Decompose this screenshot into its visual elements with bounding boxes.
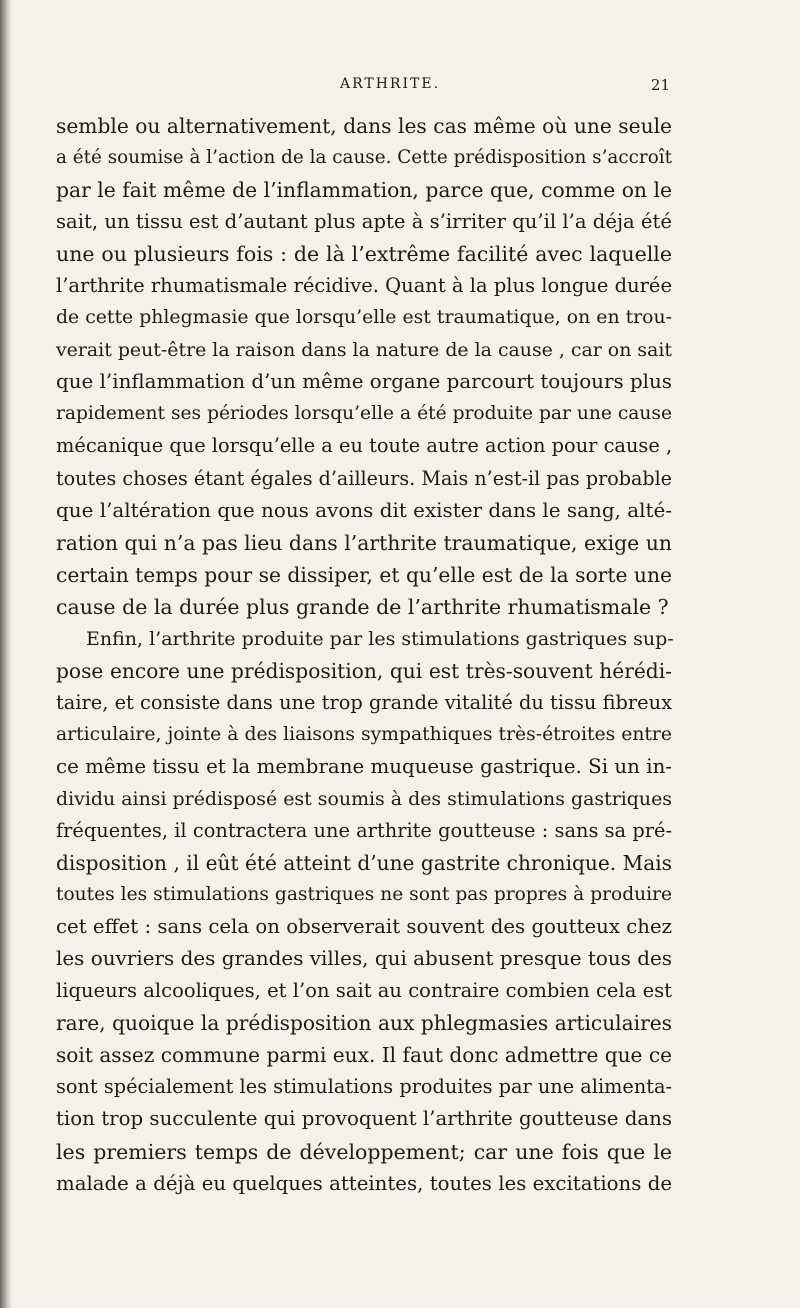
page-binding-shadow bbox=[0, 0, 12, 1308]
text-line: rare, quoique la prédisposition aux phlegmasies articulaires bbox=[56, 1011, 672, 1036]
text-line: de cette phlegmasie que lorsqu’elle est traumatique, on en trou- bbox=[56, 307, 672, 329]
text-line: sont spécialement les stimulations produites par une alimenta- bbox=[56, 1075, 672, 1099]
text-line: toutes les stimulations gastriques ne sont pas propres à produire bbox=[56, 884, 672, 906]
text-line: fréquentes, il contractera une arthrite goutteuse : sans sa pré- bbox=[56, 819, 672, 843]
text-line: articulaire, jointe à des liaisons sympathiques très-étroites entre bbox=[56, 723, 672, 745]
text-line: une ou plusieurs fois : de là l’extrême facilité avec laquelle bbox=[56, 242, 672, 267]
text-line: dividu ainsi prédisposé est soumis à des stimulations gastriques bbox=[56, 787, 672, 810]
text-line: a été soumise à l’action de la cause. Cette prédisposition s’accroît bbox=[56, 147, 672, 169]
text-line: que l’inflammation d’un même organe parcourt toujours plus bbox=[56, 370, 672, 394]
text-line: disposition , il eût été atteint d’une gastrite chronique. Mais bbox=[56, 851, 672, 876]
text-line: toutes choses étant égales d’ailleurs. Mais n’est-il pas probable bbox=[56, 466, 672, 490]
text-line: ce même tissu et la membrane muqueuse gastrique. Si un in- bbox=[56, 754, 672, 778]
text-line: liqueurs alcooliques, et l’on sait au contraire combien cela est bbox=[56, 979, 672, 1003]
text-line: semble ou alternativement, dans les cas même où une seule bbox=[56, 114, 672, 138]
running-title: ARTHRITE. bbox=[339, 76, 441, 92]
page-number: 21 bbox=[650, 76, 670, 94]
text-line: taire, et consiste dans une trop grande vitalité du tissu fibreux bbox=[56, 690, 672, 714]
text-line: l’arthrite rhumatismale récidive. Quant à la plus longue durée bbox=[56, 274, 672, 298]
text-line: cet effet : sans cela on observerait souvent des goutteux chez bbox=[56, 915, 672, 939]
text-line: Enfin, l’arthrite produite par les stimulations gastriques sup- bbox=[86, 627, 674, 650]
text-line: rapidement ses périodes lorsqu’elle a été produite par une cause bbox=[56, 403, 672, 425]
text-line: par le fait même de l’inflammation, parce que, comme on le bbox=[56, 178, 672, 203]
text-line: verait peut-être la raison dans la nature de la cause , car on sait bbox=[56, 339, 672, 362]
text-line: tion trop succulente qui provoquent l’arthrite goutteuse dans bbox=[56, 1107, 672, 1131]
text-line: sait, un tissu est d’autant plus apte à s’irriter qu’il l’a déja été bbox=[56, 210, 672, 234]
page-header bbox=[110, 76, 670, 100]
text-line: certain temps pour se dissiper, et qu’elle est de la sorte une bbox=[56, 562, 672, 587]
body-text bbox=[56, 110, 672, 1200]
text-line: ration qui n’a pas lieu dans l’arthrite traumatique, exige un bbox=[56, 530, 672, 555]
text-line: malade a déjà eu quelques atteintes, toutes les excitations de bbox=[56, 1171, 672, 1195]
text-line: que l’altération que nous avons dit exister dans le sang, alté- bbox=[56, 498, 672, 522]
text-line: les ouvriers des grandes villes, qui abusent presque tous des bbox=[56, 947, 672, 971]
text-line: pose encore une prédisposition, qui est très-souvent hérédi- bbox=[56, 658, 672, 683]
text-line: mécanique que lorsqu’elle a eu toute autre action pour cause , bbox=[56, 434, 673, 458]
text-line: soit assez commune parmi eux. Il faut donc admettre que ce bbox=[56, 1043, 672, 1068]
text-line: les premiers temps de développement; car une fois que le bbox=[56, 1139, 672, 1164]
text-line: cause de la durée plus grande de l’arthrite rhumatismale ? bbox=[56, 594, 669, 619]
